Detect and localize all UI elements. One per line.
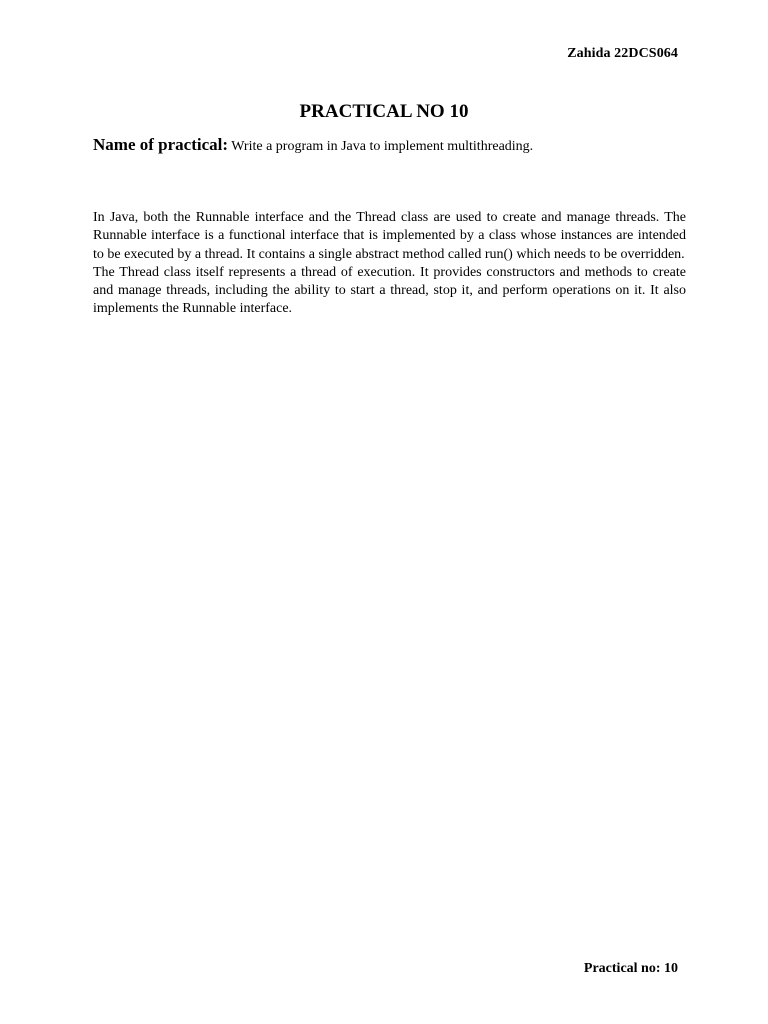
body-paragraph-2: The Thread class itself represents a thread of execution. It provides constructors and methods to create and manage threads, including the ability to start a thread, stop it, and perform operations on it. It also implements the Runnable interface.: [93, 264, 686, 317]
author-id: Zahida 22DCS064: [567, 46, 678, 61]
body-paragraph-1: In Java, both the Runnable interface and the Thread class are used to create and manage threads. The Runnable interface is a functional interface that is implemented by a class whose instances are intended to be executed by a thread. It contains a single abstract method called run() which needs to be overridden.: [93, 210, 686, 262]
footer-page-label: Practical no: 10: [583, 961, 678, 976]
page-title: PRACTICAL NO 10: [299, 101, 469, 122]
practical-name: [93, 135, 693, 155]
body-text: [93, 209, 686, 319]
practical-name-label: Name of practical:: [93, 135, 229, 154]
practical-name-text: Write a program in Java to implement multithreading.: [231, 139, 534, 154]
